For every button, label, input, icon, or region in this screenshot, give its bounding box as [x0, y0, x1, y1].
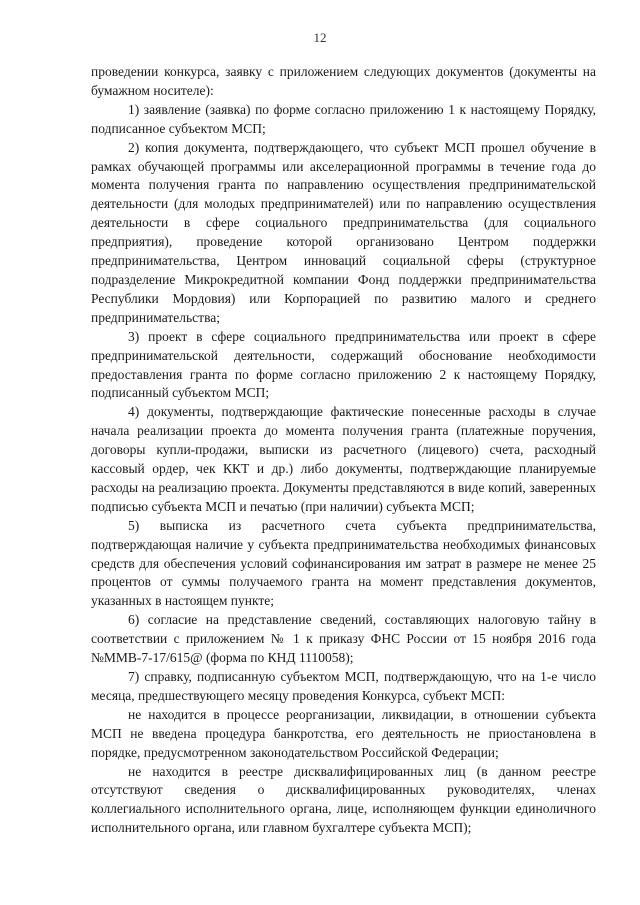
list-item-7: 7) справку, подписанную субъектом МСП, подтверждающую, что на 1-е число месяца, предшествующего месяцу проведения Конкурса, субъект МСП: — [91, 669, 596, 703]
list-item-6: 6) согласие на представление сведений, составляющих налоговую тайну в соответствии с приложением № 1 к приказу ФНС России от 15 ноября 2016 года №ММВ-7-17/615@ (форма по КНД 1110058); — [91, 612, 596, 666]
document-body — [91, 63, 596, 838]
list-item-2: 2) копия документа, подтверждающего, что субъект МСП прошел обучение в рамках обучающей программы или акселерационной программы в течение года до момента получения гранта по направлению осуществления предпринимательской деятельности (для молодых предпринимателей) или по направлению осуществления деятельности в сфере социального предпринимательства (для социального предприятия), проведение которой организовано Центром поддержки предпринимательства, Центром инноваций социальной сферы (структурное подразделение Микрокредитной компании Фонд поддержки предпринимательства Республики Мордовия) или Корпорацией по развитию малого и среднего предпринимательства; — [91, 139, 596, 325]
list-item-5: 5) выписка из расчетного счета субъекта предпринимательства, подтверждающая наличие у субъекта предпринимательства необходимых финансовых средств для обеспечения условий софинансирования им затрат в размере не менее 25 процентов от суммы получаемого гранта на момент представления документов, указанных в настоящем пункте; — [91, 517, 596, 609]
list-item-3: 3) проект в сфере социального предпринимательства или проект в сфере предпринимательской деятельности, содержащий обоснование необходимости предоставления гранта по форме согласно приложению 2 к настоящему Порядку, подписанный субъектом МСП; — [91, 328, 596, 401]
sub-item-reorganization: не находится в процессе реорганизации, ликвидации, в отношении субъекта МСП не введена процедура банкротства, его деятельность не приостановлена в порядке, предусмотренном законодательством Российской Федерации; — [91, 706, 596, 760]
list-item-4: 4) документы, подтверждающие фактические понесенные расходы в случае начала реализации проекта до момента получения гранта (платежные поручения, договоры купли-продажи, выписки из расчетного (лицевого) счета, расходный кассовый ордер, чек ККТ и др.) либо документы, подтверждающие планируемые расходы на реализацию проекта. Документы представляются в виде копий, заверенных подписью субъекта МСП и печатью (при наличии) субъекта МСП; — [91, 404, 596, 514]
paragraph-intro: проведении конкурса, заявку с приложением следующих документов (документы на бумажном носителе): — [91, 64, 596, 98]
page-number: 12 — [313, 30, 327, 45]
list-item-1: 1) заявление (заявка) по форме согласно приложению 1 к настоящему Порядку, подписанное субъектом МСП; — [91, 101, 596, 136]
sub-item-disqualified-registry: не находится в реестре дисквалифицированных лиц (в данном реестре отсутствуют сведения о дисквалифицированных руководителях, членах коллегиального исполнительного органа, лице, исполняющем функции единоличного исполнительного органа, или главном бухгалтере субъекта МСП); — [91, 763, 596, 836]
